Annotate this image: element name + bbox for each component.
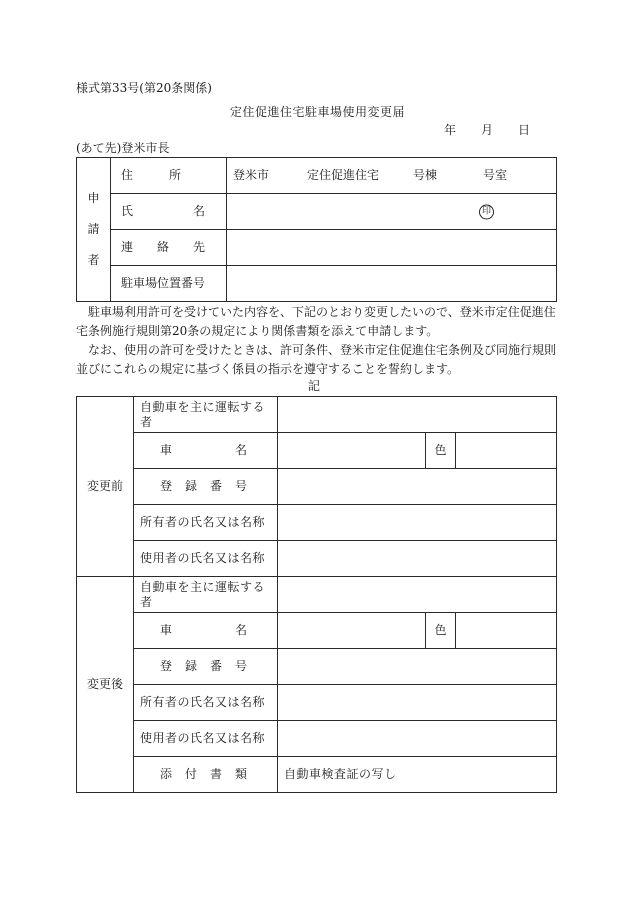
after-driver-field[interactable]	[278, 577, 557, 613]
contact-field[interactable]	[227, 230, 557, 266]
before-color-field[interactable]	[456, 433, 557, 469]
after-user-label: 使用者の氏名又は名称	[134, 721, 278, 757]
after-registration-label: 登 録 番 号	[134, 649, 278, 685]
addressee: (あて先)登米市長	[76, 141, 170, 155]
after-owner-field[interactable]	[278, 685, 557, 721]
attachments-label: 添 付 書 類	[134, 757, 278, 793]
ki-heading: 記	[308, 379, 321, 393]
after-car-name-field[interactable]	[278, 613, 426, 649]
before-registration-label: 登 録 番 号	[134, 469, 278, 505]
address-city: 登米市	[233, 168, 270, 183]
after-car-name-label: 車 名	[134, 613, 278, 649]
form-number: 様式第33号(第20条関係)	[76, 81, 212, 95]
date-day-label: 日	[518, 123, 531, 137]
pledge-statement: なお、使用の許可を受けたときは、許可条件、登米市定住促進住宅条例及び同施行規則並びにこれらの規定に基づく係員の指示を遵守することを誓約します。	[76, 343, 557, 376]
after-section-label: 変更後	[77, 577, 134, 793]
after-color-field[interactable]	[456, 613, 557, 649]
address-label: 住 所	[111, 158, 227, 194]
seal-mark: 印	[479, 204, 494, 219]
address-room: 号室	[483, 168, 508, 183]
before-owner-field[interactable]	[278, 505, 557, 541]
applicant-table	[76, 157, 557, 302]
before-section-label: 変更前	[77, 397, 134, 577]
before-color-label: 色	[426, 433, 456, 469]
address-building: 号棟	[413, 168, 438, 183]
applicant-char-3: 者	[87, 253, 100, 268]
name-field[interactable]	[227, 194, 557, 230]
applicant-char-1: 申	[87, 190, 100, 205]
change-details-table	[76, 396, 557, 793]
before-car-name-field[interactable]	[278, 433, 426, 469]
after-color-label: 色	[426, 613, 456, 649]
date-month-label: 月	[481, 123, 494, 137]
before-user-field[interactable]	[278, 541, 557, 577]
after-driver-label: 自動車を主に運転する者	[134, 577, 278, 613]
applicant-char-2: 請	[87, 221, 100, 236]
before-owner-label: 所有者の氏名又は名称	[134, 505, 278, 541]
parking-number-label: 駐車場位置番号	[111, 266, 227, 302]
attachments-value: 自動車検査証の写し	[278, 757, 557, 793]
address-housing: 定住促進住宅	[307, 168, 380, 183]
application-statement: 駐車場利用許可を受けていた内容を、下記のとおり変更したいので、登米市定住促進住宅条例施行規則第20条の規定により関係書類を添えて申請します。	[76, 305, 556, 338]
document-title: 定住促進住宅駐車場使用変更届	[230, 105, 406, 119]
applicant-section-label	[77, 158, 111, 302]
address-field[interactable]	[227, 158, 557, 194]
before-registration-field[interactable]	[278, 469, 557, 505]
date-year-label: 年	[444, 123, 457, 137]
after-user-field[interactable]	[278, 721, 557, 757]
before-driver-label: 自動車を主に運転する者	[134, 397, 278, 433]
before-user-label: 使用者の氏名又は名称	[134, 541, 278, 577]
before-driver-field[interactable]	[278, 397, 557, 433]
name-label: 氏 名	[111, 194, 227, 230]
after-owner-label: 所有者の氏名又は名称	[134, 685, 278, 721]
after-registration-field[interactable]	[278, 649, 557, 685]
date-line	[444, 124, 530, 136]
parking-number-field[interactable]	[227, 266, 557, 302]
before-car-name-label: 車 名	[134, 433, 278, 469]
contact-label: 連 絡 先	[111, 230, 227, 266]
